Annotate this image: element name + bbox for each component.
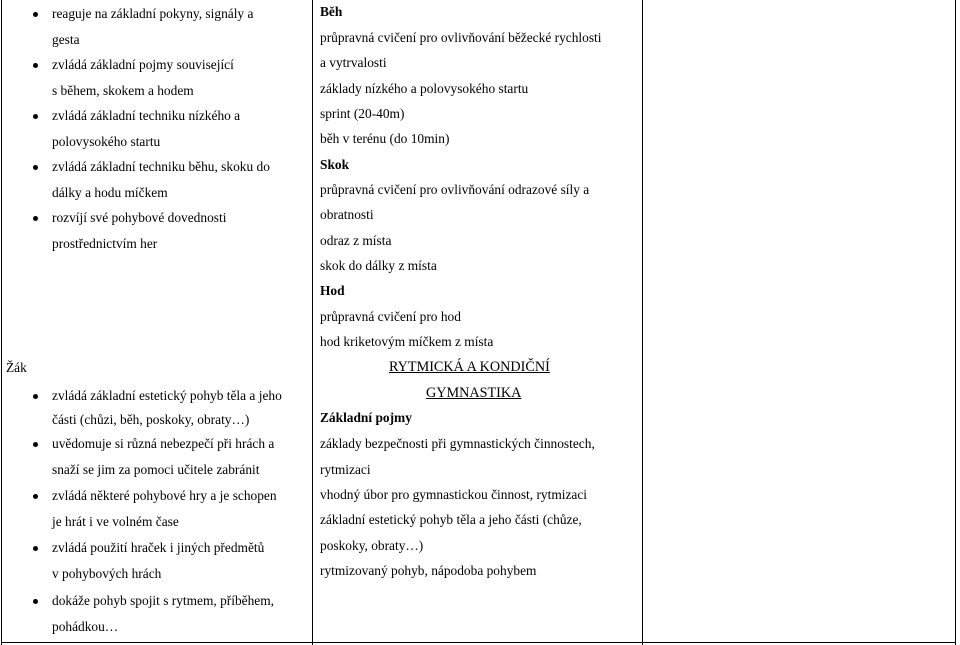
bullet-marker <box>33 63 38 68</box>
bullet-marker <box>33 394 38 399</box>
bullet-marker <box>33 546 38 551</box>
content-line: a vytrvalosti <box>320 55 387 70</box>
outcome-line: gesta <box>52 32 80 47</box>
outcome-line: zvládá některé pohybové hry a je schopen <box>52 488 277 503</box>
outcome-line: je hrát i ve volném čase <box>52 514 179 529</box>
outcome-line: polovysokého startu <box>52 134 161 149</box>
table-column-divider-3 <box>955 0 956 645</box>
section-heading-rytmicka: RYTMICKÁ A KONDIČNÍ <box>389 359 550 375</box>
outcome-line: v pohybových hrách <box>52 566 162 581</box>
outcome-line: zvládá použití hraček i jiných předmětů <box>52 540 265 555</box>
content-line: vhodný úbor pro gymnastickou činnost, rytmizaci <box>320 487 588 502</box>
outcome-line: dokáže pohyb spojit s rytmem, příběhem, <box>52 593 275 608</box>
content-line: průpravná cvičení pro ovlivňování odrazové síly a <box>320 182 590 197</box>
content-line: sprint (20-40m) <box>320 106 405 121</box>
content-line: obratnosti <box>320 207 374 222</box>
section-heading-hod: Hod <box>320 283 345 298</box>
subject-label-zak: Žák <box>6 360 27 375</box>
outcome-line: reaguje na základní pokyny, signály a <box>52 6 254 21</box>
table-border-bottom <box>1 642 956 643</box>
content-line: základy nízkého a polovysokého startu <box>320 81 529 96</box>
outcome-line: rozvíjí své pohybové dovednosti <box>52 210 227 225</box>
bullet-marker <box>33 114 38 119</box>
content-line: poskoky, obraty…) <box>320 538 424 553</box>
section-heading-gymnastika: GYMNASTIKA <box>426 385 522 401</box>
bullet-marker <box>33 494 38 499</box>
outcome-line: části (chůzi, běh, poskoky, obraty…) <box>52 412 250 427</box>
content-line: průpravná cvičení pro ovlivňování běžecké rychlosti <box>320 30 602 45</box>
outcome-line: prostřednictvím her <box>52 236 158 251</box>
section-heading-beh: Běh <box>320 4 343 19</box>
outcome-line: zvládá základní techniku nízkého a <box>52 108 241 123</box>
bullet-marker <box>33 442 38 447</box>
outcome-line: zvládá základní techniku běhu, skoku do <box>52 159 270 174</box>
outcome-line: uvědomuje si různá nebezpečí při hrách a <box>52 436 275 451</box>
bullet-marker <box>33 216 38 221</box>
table-border-left <box>1 0 2 645</box>
bullet-marker <box>33 12 38 17</box>
content-line: skok do dálky z místa <box>320 258 437 273</box>
outcome-line: dálky a hodu míčkem <box>52 185 168 200</box>
outcome-line: zvládá základní estetický pohyb těla a jeho <box>52 388 282 403</box>
content-line: základní estetický pohyb těla a jeho části (chůze, <box>320 512 582 527</box>
content-line: běh v terénu (do 10min) <box>320 131 450 146</box>
outcome-line: s během, skokem a hodem <box>52 83 194 98</box>
table-column-divider-1 <box>312 0 313 645</box>
content-line: rytmizaci <box>320 462 371 477</box>
content-line: odraz z místa <box>320 233 392 248</box>
outcome-line: zvládá základní pojmy související <box>52 57 234 72</box>
outcome-line: pohádkou… <box>52 619 119 634</box>
content-line: průpravná cvičení pro hod <box>320 309 461 324</box>
content-line: hod kriketovým míčkem z místa <box>320 334 494 349</box>
section-heading-zakladni-pojmy: Základní pojmy <box>320 410 412 425</box>
table-column-divider-2 <box>642 0 643 645</box>
content-line: rytmizovaný pohyb, nápodoba pohybem <box>320 563 537 578</box>
bullet-marker <box>33 165 38 170</box>
outcome-line: snaží se jim za pomoci učitele zabránit <box>52 462 260 477</box>
section-heading-skok: Skok <box>320 157 350 172</box>
content-line: základy bezpečnosti při gymnastických činnostech, <box>320 436 595 451</box>
bullet-marker <box>33 599 38 604</box>
